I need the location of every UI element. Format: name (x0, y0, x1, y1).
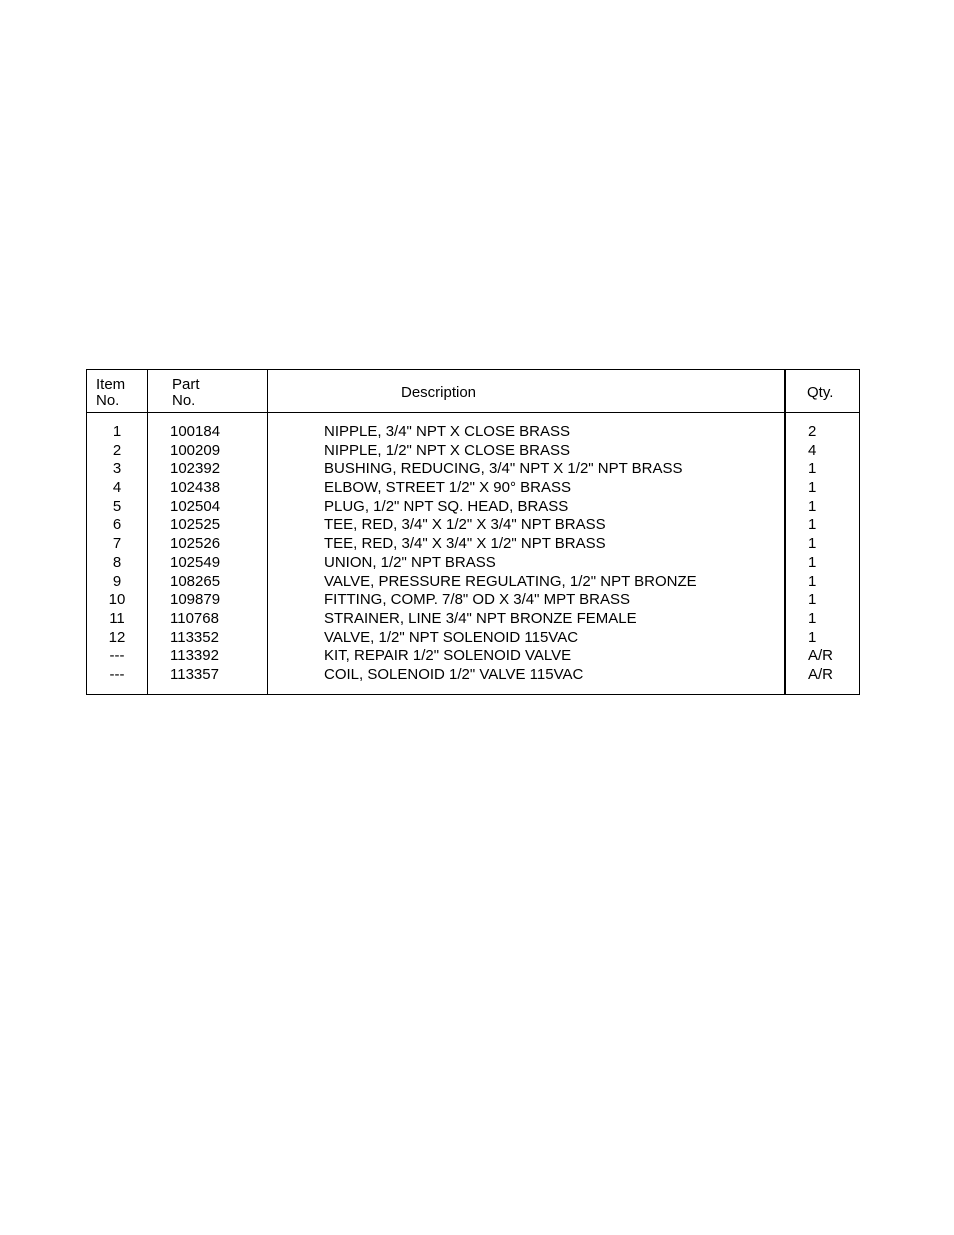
cell-description: BUSHING, REDUCING, 3/4" NPT X 1/2" NPT BRASS (324, 460, 683, 478)
cell-item-no: --- (109, 665, 125, 683)
cell-item-no: 5 (112, 497, 122, 515)
cell-part-no: 108265 (170, 572, 221, 590)
header-part-line2: No. (172, 392, 196, 409)
cell-qty: 1 (808, 460, 817, 478)
header-item-line1: Item (96, 376, 126, 393)
header-description: Description (401, 384, 477, 401)
cell-qty: 1 (808, 591, 817, 609)
cell-part-no: 110768 (170, 609, 219, 627)
cell-qty: 1 (808, 479, 817, 497)
cell-part-no: 100209 (170, 441, 221, 459)
cell-description: STRAINER, LINE 3/4" NPT BRONZE FEMALE (324, 609, 637, 627)
cell-description: COIL, SOLENOID 1/2" VALVE 115VAC (324, 665, 584, 683)
header-item-no (96, 377, 125, 409)
cell-part-no: 102526 (170, 535, 221, 553)
parts-list-table (86, 369, 860, 695)
cell-item-no: 8 (112, 553, 122, 571)
cell-item-no: 9 (112, 572, 122, 590)
table-row (87, 498, 859, 517)
cell-qty: 1 (808, 572, 817, 590)
cell-part-no: 102504 (170, 497, 221, 515)
cell-part-no: 113352 (170, 628, 219, 646)
cell-description: VALVE, 1/2" NPT SOLENOID 115VAC (324, 628, 579, 646)
cell-description: PLUG, 1/2" NPT SQ. HEAD, BRASS (324, 497, 569, 515)
cell-item-no: 6 (112, 516, 122, 534)
cell-part-no: 113392 (170, 647, 219, 665)
cell-qty: 1 (808, 553, 817, 571)
cell-description: NIPPLE, 3/4" NPT X CLOSE BRASS (324, 423, 570, 440)
header-part-line1: Part (172, 376, 200, 393)
header-part-no (172, 377, 200, 409)
cell-item-no: --- (109, 647, 125, 665)
cell-part-no: 102392 (170, 460, 221, 478)
cell-part-no: 109879 (170, 591, 221, 609)
table-row (87, 629, 859, 648)
cell-description: ELBOW, STREET 1/2" X 90° BRASS (324, 479, 571, 497)
cell-description: TEE, RED, 3/4" X 1/2" X 3/4" NPT BRASS (324, 516, 606, 534)
cell-item-no: 11 (109, 609, 125, 627)
cell-item-no: 10 (108, 591, 126, 609)
cell-qty: 1 (808, 516, 817, 534)
cell-item-no: 3 (112, 460, 122, 478)
cell-qty: 2 (808, 423, 817, 440)
cell-description: TEE, RED, 3/4" X 3/4" X 1/2" NPT BRASS (324, 535, 606, 553)
cell-description: VALVE, PRESSURE REGULATING, 1/2" NPT BRONZE (324, 572, 697, 590)
table-row (87, 591, 859, 610)
cell-description: FITTING, COMP. 7/8" OD X 3/4" MPT BRASS (324, 591, 630, 609)
cell-qty: 4 (808, 441, 817, 459)
table-row (87, 516, 859, 535)
cell-qty: 1 (808, 497, 817, 515)
cell-qty: A/R (808, 647, 834, 665)
cell-part-no: 102525 (170, 516, 221, 534)
table-row (87, 573, 859, 592)
cell-qty: A/R (808, 665, 834, 683)
cell-item-no: 1 (112, 423, 122, 440)
cell-item-no: 12 (108, 628, 126, 646)
cell-part-no: 102438 (170, 479, 221, 497)
header-divider (87, 412, 859, 413)
cell-item-no: 4 (112, 479, 122, 497)
table-row (87, 554, 859, 573)
header-item-line2: No. (96, 392, 120, 409)
cell-part-no: 102549 (170, 553, 221, 571)
table-row (87, 479, 859, 498)
cell-item-no: 2 (112, 441, 122, 459)
cell-qty: 1 (808, 535, 817, 553)
table-row (87, 535, 859, 554)
table-row (87, 666, 859, 685)
cell-part-no: 113357 (170, 665, 219, 683)
header-qty: Qty. (807, 384, 834, 401)
cell-qty: 1 (808, 628, 817, 646)
table-row (87, 460, 859, 479)
table-body (87, 423, 859, 685)
table-row (87, 442, 859, 461)
cell-qty: 1 (808, 609, 817, 627)
cell-description: KIT, REPAIR 1/2" SOLENOID VALVE (324, 647, 572, 665)
cell-description: NIPPLE, 1/2" NPT X CLOSE BRASS (324, 441, 570, 459)
table-row (87, 423, 859, 442)
cell-description: UNION, 1/2" NPT BRASS (324, 553, 496, 571)
table-row (87, 610, 859, 629)
cell-item-no: 7 (112, 535, 122, 553)
table-row (87, 647, 859, 666)
cell-part-no: 100184 (170, 423, 221, 440)
